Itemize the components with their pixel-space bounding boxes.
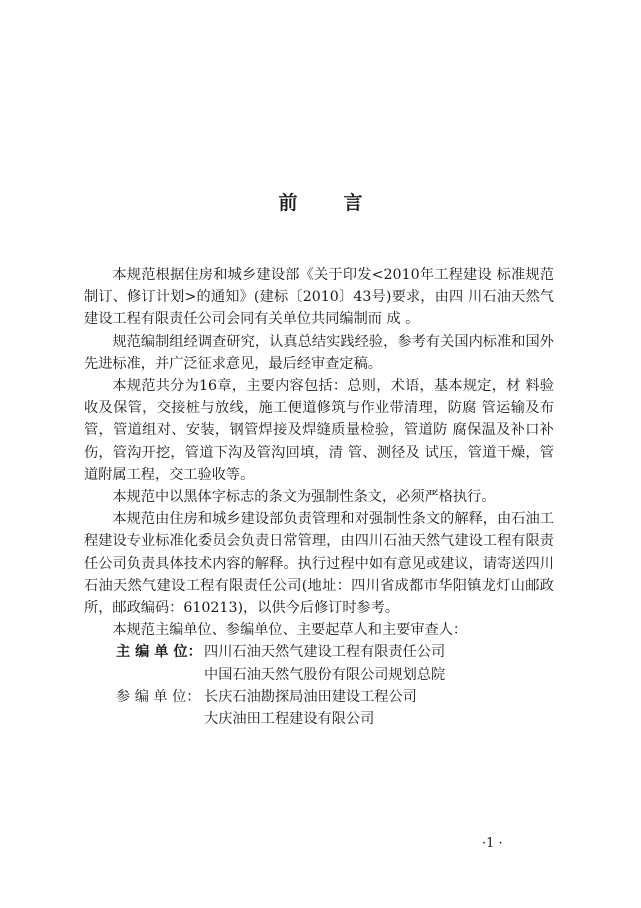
participating-units-label: 参 编 单 位： — [116, 688, 201, 705]
paragraph-mandatory: 本规范中以黑体字标志的条文为强制性条文，必须严格执行。 — [112, 489, 496, 506]
chief-unit-name: 中国石油天然气股份有限公司规划总院 — [204, 666, 446, 683]
page-title — [0, 188, 641, 215]
participating-units-list — [204, 686, 554, 730]
paragraph-compilation: 规范编制组经调查研究，认真总结实践经验，参考有关国内标准和国外先进标准，并广泛征求意见，最后经审查定稿。 — [84, 333, 554, 372]
chief-unit-name: 四川石油天然气建设工程有限责任公司 — [204, 644, 446, 661]
paragraph-management: 本规范由住房和城乡建设部负责管理和对强制性条文的解释，由石油工程建设专业标准化委员会负责日常管理，由四川石油天然气建设工程有限责任公司负责具体技术内容的解释。执行过程中如有意见或建议，请寄送四川石油天然气建设工程有限责任公司(地址：四川省成都市华阳镇龙灯山邮政所，邮政编码：610213)，以供今后修订时参考。 — [84, 511, 554, 617]
chief-units-list — [204, 641, 554, 685]
chief-units-label: 主 编 单 位： — [116, 644, 202, 661]
chief-units — [84, 641, 554, 685]
participating-unit-name: 长庆石油勘探局油田建设工程公司 — [204, 688, 417, 705]
paragraph-units-intro: 本规范主编单位、参编单位、主要起草人和主要审查人： — [112, 622, 468, 639]
document-body — [84, 264, 554, 730]
participating-unit-name: 大庆油田工程建设有限公司 — [204, 711, 375, 728]
page-title-part-1: 前 — [278, 192, 298, 214]
page-number: ·1 · — [482, 836, 503, 851]
paragraph-basis: 本规范根据住房和城乡建设部《关于印发<2010年工程建设 标准规范制订、修订计划>的通知》(建标〔2010〕43号)要求，由四 川石油天然气建设工程有限责任公司会同有关单位共同编制而 成 。 — [84, 267, 554, 328]
paragraph-contents: 本规范共分为16章，主要内容包括：总则，术语，基本规定，材 料验收及保管，交接桩与放线，施工便道修筑与作业带清理，防腐 管运输及布管，管道组对、安装，钢管焊接及焊缝质量检验，管道防 腐保温及补口补伤，管沟开挖，管道下沟及管沟回填，清 管、测径及 试压，管道干燥，管道附属工程，交工验收等。 — [84, 378, 554, 483]
participating-units — [84, 686, 554, 730]
page-title-part-2: 言 — [343, 192, 363, 214]
